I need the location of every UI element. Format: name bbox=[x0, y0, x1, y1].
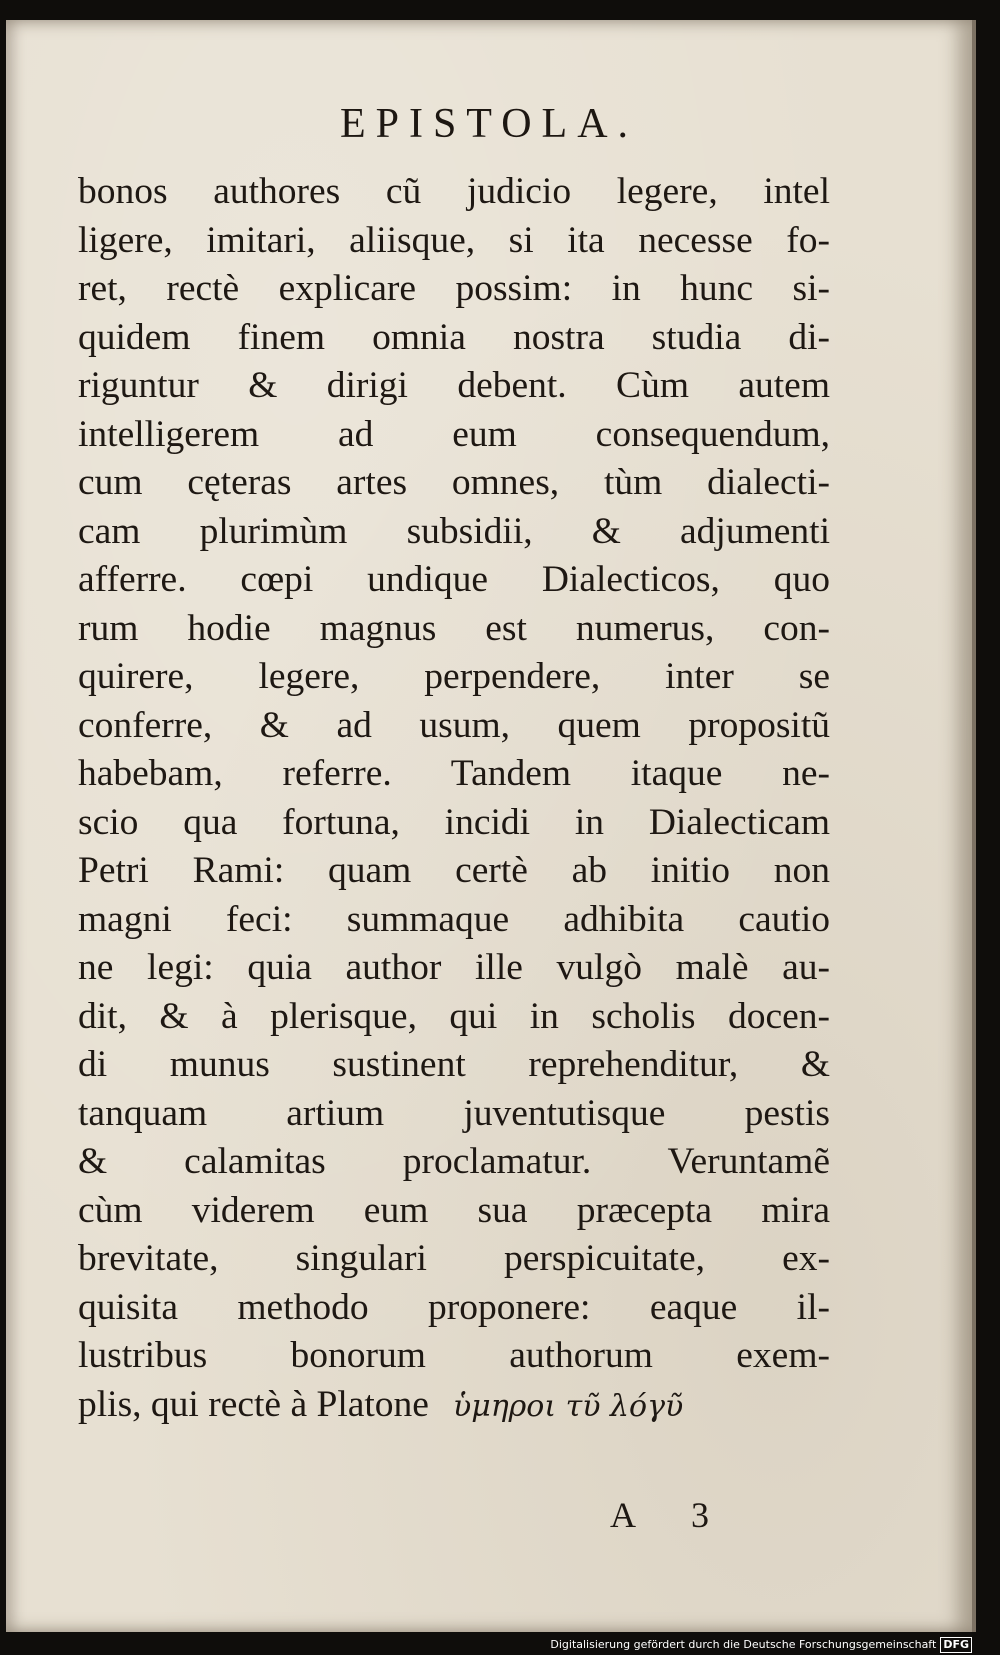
text-line: ligere, imitari, aliisque, si ita necesse fo- bbox=[78, 219, 830, 261]
text-line: afferre. cœpi undique Dialecticos, quo bbox=[78, 559, 830, 600]
page-heading: EPISTOLA. bbox=[339, 101, 639, 147]
text-line: cum cęteras artes omnes, tùm dialecti- bbox=[78, 462, 830, 503]
text-line: quisita methodo proponere: eaque il- bbox=[78, 1286, 830, 1328]
book-page bbox=[6, 20, 976, 1632]
text-line: riguntur & dirigi debent. Cùm autem bbox=[78, 365, 830, 406]
text-line: quidem finem omnia nostra studia di- bbox=[78, 316, 830, 358]
text-line: intelligerem ad eum consequendum, bbox=[78, 413, 830, 455]
footer-credit bbox=[550, 1637, 972, 1653]
text-line: brevitate, singulari perspicuitate, ex- bbox=[78, 1238, 830, 1279]
text-line: rum hodie magnus est numerus, con- bbox=[78, 607, 830, 649]
credit-text: Digitalisierung gefördert durch die Deutsche Forschungsgemeinschaft bbox=[550, 1638, 937, 1651]
text-line: ne legi: quia author ille vulgò malè au- bbox=[78, 947, 830, 988]
text-line: scio qua fortuna, incidi in Dialecticam bbox=[78, 801, 830, 843]
last-line-greek: ὑμηροι τῦ λόγῦ bbox=[452, 1388, 684, 1424]
text-line: magni feci: summaque adhibita cautio bbox=[78, 898, 830, 940]
dfg-logo: DFG bbox=[940, 1637, 972, 1653]
body-text bbox=[78, 168, 830, 1429]
text-line: tanquam artium juventutisque pestis bbox=[78, 1092, 830, 1134]
text-line: cam plurimùm subsidii, & adjumenti bbox=[78, 510, 830, 552]
text-line: bonos authores cũ judicio legere, intel bbox=[78, 171, 830, 212]
text-line: Petri Rami: quam certè ab initio non bbox=[78, 850, 830, 891]
last-line-latin: plis, qui rectè à Platone bbox=[78, 1383, 429, 1425]
text-line: quirere, legere, perpendere, inter se bbox=[78, 656, 830, 697]
text-line: conferre, & ad usum, quem propositũ bbox=[78, 704, 830, 746]
text-line: dit, & à plerisque, qui in scholis docen- bbox=[78, 995, 830, 1037]
text-line: habebam, referre. Tandem itaque ne- bbox=[78, 753, 830, 794]
text-line: di munus sustinent reprehenditur, & bbox=[78, 1044, 830, 1085]
text-line-last bbox=[78, 1381, 830, 1430]
signature-mark: A 3 bbox=[610, 1495, 734, 1535]
text-line: lustribus bonorum authorum exem- bbox=[78, 1335, 830, 1376]
text-line: ret, rectè explicare possim: in hunc si- bbox=[78, 268, 830, 309]
text-line: & calamitas proclamatur. Veruntamẽ bbox=[78, 1141, 830, 1182]
text-line: cùm viderem eum sua præcepta mira bbox=[78, 1189, 830, 1231]
